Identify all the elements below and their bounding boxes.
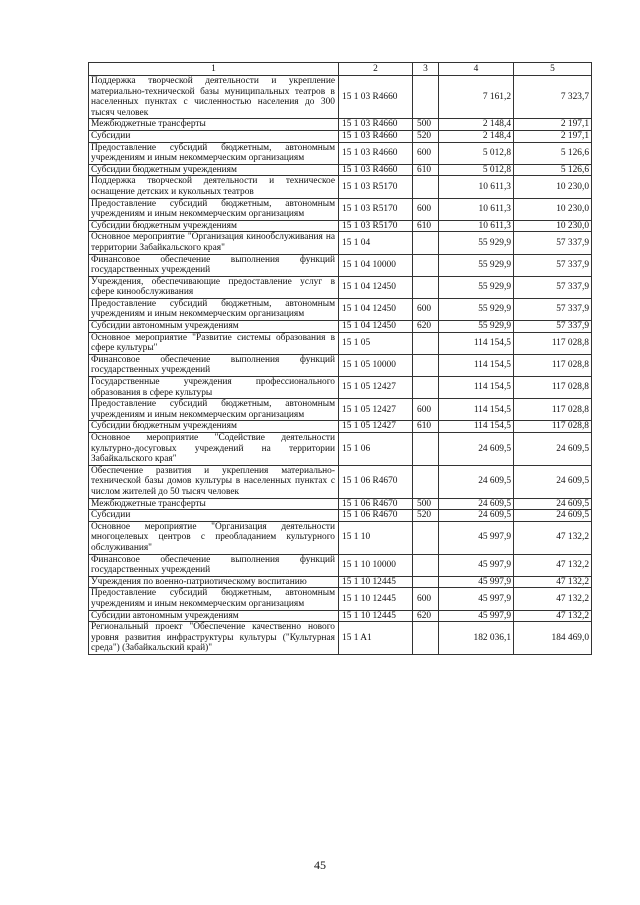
row-code-cell: 15 1 A1 <box>339 622 413 655</box>
row-type-cell: 620 <box>413 321 439 333</box>
row-amount-1-cell: 10 611,3 <box>439 176 514 198</box>
row-amount-2-cell: 47 132,2 <box>514 588 592 610</box>
table-row <box>89 421 592 433</box>
table-row <box>89 622 592 655</box>
row-type-cell: 610 <box>413 164 439 176</box>
row-type-cell: 600 <box>413 198 439 220</box>
row-amount-2-cell: 117 028,8 <box>514 377 592 399</box>
row-amount-1-cell: 114 154,5 <box>439 354 514 376</box>
row-code-cell: 15 1 03 R4660 <box>339 130 413 142</box>
row-type-cell: 520 <box>413 130 439 142</box>
row-amount-2-cell: 117 028,8 <box>514 354 592 376</box>
row-name-cell: Учреждения, обеспечивающие предоставление услуг в сфере кинообслуживания <box>89 276 339 298</box>
table-row <box>89 554 592 576</box>
row-type-cell: 520 <box>413 510 439 522</box>
row-type-cell: 500 <box>413 498 439 510</box>
row-amount-2-cell: 47 132,2 <box>514 576 592 588</box>
row-code-cell: 15 1 10 12445 <box>339 576 413 588</box>
row-amount-2-cell: 57 337,9 <box>514 298 592 320</box>
row-name-cell: Финансовое обеспечение выполнения функций государственных учреждений <box>89 554 339 576</box>
table-row <box>89 130 592 142</box>
row-amount-2-cell: 117 028,8 <box>514 332 592 354</box>
row-type-cell: 620 <box>413 610 439 622</box>
row-name-cell: Региональный проект "Обеспечение качественно нового уровня развития инфраструктуры культуры ("Культурная среда") (Забайкальский край)" <box>89 622 339 655</box>
row-name-cell: Государственные учреждения профессионального образования в сфере культуры <box>89 377 339 399</box>
table-row <box>89 433 592 466</box>
table-row <box>89 164 592 176</box>
row-code-cell: 15 1 04 10000 <box>339 254 413 276</box>
row-name-cell: Основное мероприятие "Развитие системы образования в сфере культуры" <box>89 332 339 354</box>
row-name-cell: Субсидии бюджетным учреждениям <box>89 421 339 433</box>
row-type-cell: 610 <box>413 220 439 232</box>
header-cell-type: 3 <box>413 63 439 76</box>
row-amount-1-cell: 114 154,5 <box>439 421 514 433</box>
row-name-cell: Субсидии <box>89 130 339 142</box>
row-name-cell: Поддержка творческой деятельности и техническое оснащение детских и кукольных театров <box>89 176 339 198</box>
row-type-cell <box>413 377 439 399</box>
table-row <box>89 254 592 276</box>
row-amount-1-cell: 45 997,9 <box>439 588 514 610</box>
header-cell-code: 2 <box>339 63 413 76</box>
table-row <box>89 465 592 498</box>
row-type-cell <box>413 232 439 254</box>
row-amount-1-cell: 7 161,2 <box>439 76 514 119</box>
row-amount-2-cell: 5 126,6 <box>514 164 592 176</box>
table-row <box>89 399 592 421</box>
row-amount-1-cell: 5 012,8 <box>439 142 514 164</box>
row-type-cell: 600 <box>413 399 439 421</box>
row-name-cell: Субсидии автономным учреждениям <box>89 610 339 622</box>
row-amount-2-cell: 47 132,2 <box>514 521 592 554</box>
row-amount-1-cell: 182 036,1 <box>439 622 514 655</box>
row-name-cell: Учреждения по военно-патриотическому воспитанию <box>89 576 339 588</box>
row-amount-2-cell: 2 197,1 <box>514 119 592 131</box>
row-amount-1-cell: 45 997,9 <box>439 576 514 588</box>
row-amount-2-cell: 57 337,9 <box>514 321 592 333</box>
header-row <box>89 63 592 76</box>
row-amount-2-cell: 24 609,5 <box>514 465 592 498</box>
row-code-cell: 15 1 06 R4670 <box>339 465 413 498</box>
row-name-cell: Финансовое обеспечение выполнения функций государственных учреждений <box>89 354 339 376</box>
row-name-cell: Межбюджетные трансферты <box>89 119 339 131</box>
row-name-cell: Межбюджетные трансферты <box>89 498 339 510</box>
table-row <box>89 276 592 298</box>
header-cell-name: 1 <box>89 63 339 76</box>
row-amount-2-cell: 57 337,9 <box>514 232 592 254</box>
row-amount-2-cell: 24 609,5 <box>514 498 592 510</box>
row-name-cell: Субсидии автономным учреждениям <box>89 321 339 333</box>
row-type-cell <box>413 465 439 498</box>
table-row <box>89 321 592 333</box>
row-type-cell: 600 <box>413 588 439 610</box>
budget-table <box>88 62 592 655</box>
row-amount-2-cell: 47 132,2 <box>514 554 592 576</box>
row-amount-2-cell: 2 197,1 <box>514 130 592 142</box>
row-amount-2-cell: 10 230,0 <box>514 198 592 220</box>
row-name-cell: Основное мероприятие "Организация кинообслуживания на территории Забайкальского края" <box>89 232 339 254</box>
table-row <box>89 498 592 510</box>
row-code-cell: 15 1 05 12427 <box>339 421 413 433</box>
table-row <box>89 142 592 164</box>
row-name-cell: Субсидии бюджетным учреждениям <box>89 220 339 232</box>
row-name-cell: Основное мероприятие "Содействие деятельности культурно-досуговых учреждений на территории Забайкальского края" <box>89 433 339 466</box>
table-body <box>89 76 592 655</box>
row-amount-2-cell: 184 469,0 <box>514 622 592 655</box>
row-name-cell: Предоставление субсидий бюджетным, автономным учреждениям и иным некоммерческим организациям <box>89 198 339 220</box>
row-amount-2-cell: 24 609,5 <box>514 510 592 522</box>
row-code-cell: 15 1 10 <box>339 521 413 554</box>
row-amount-1-cell: 10 611,3 <box>439 198 514 220</box>
page-number: 45 <box>314 858 326 872</box>
row-type-cell <box>413 254 439 276</box>
row-type-cell: 600 <box>413 298 439 320</box>
row-code-cell: 15 1 06 R4670 <box>339 510 413 522</box>
row-type-cell <box>413 521 439 554</box>
row-type-cell <box>413 76 439 119</box>
row-name-cell: Субсидии <box>89 510 339 522</box>
table-row <box>89 510 592 522</box>
row-type-cell: 610 <box>413 421 439 433</box>
row-type-cell <box>413 433 439 466</box>
row-code-cell: 15 1 04 <box>339 232 413 254</box>
row-amount-2-cell: 117 028,8 <box>514 399 592 421</box>
row-amount-2-cell: 24 609,5 <box>514 433 592 466</box>
row-code-cell: 15 1 10 12445 <box>339 588 413 610</box>
row-code-cell: 15 1 06 <box>339 433 413 466</box>
row-code-cell: 15 1 03 R5170 <box>339 220 413 232</box>
row-amount-1-cell: 24 609,5 <box>439 433 514 466</box>
table-row <box>89 176 592 198</box>
row-code-cell: 15 1 04 12450 <box>339 321 413 333</box>
table-row <box>89 588 592 610</box>
table-row <box>89 220 592 232</box>
row-name-cell: Предоставление субсидий бюджетным, автономным учреждениям и иным некоммерческим организациям <box>89 298 339 320</box>
table-row <box>89 610 592 622</box>
table-row <box>89 298 592 320</box>
row-name-cell: Финансовое обеспечение выполнения функций государственных учреждений <box>89 254 339 276</box>
row-type-cell <box>413 332 439 354</box>
row-amount-2-cell: 10 230,0 <box>514 220 592 232</box>
row-type-cell <box>413 176 439 198</box>
header-cell-amount-1: 4 <box>439 63 514 76</box>
row-type-cell <box>413 354 439 376</box>
row-amount-1-cell: 2 148,4 <box>439 119 514 131</box>
row-code-cell: 15 1 05 10000 <box>339 354 413 376</box>
row-code-cell: 15 1 05 12427 <box>339 399 413 421</box>
row-amount-2-cell: 7 323,7 <box>514 76 592 119</box>
row-type-cell <box>413 576 439 588</box>
row-type-cell <box>413 554 439 576</box>
table-row <box>89 232 592 254</box>
row-name-cell: Обеспечение развития и укрепления материально-технической базы домов культуры в населенных пунктах с числом жителей до 50 тысяч человек <box>89 465 339 498</box>
row-code-cell: 15 1 03 R5170 <box>339 198 413 220</box>
row-amount-1-cell: 55 929,9 <box>439 321 514 333</box>
row-code-cell: 15 1 10 12445 <box>339 610 413 622</box>
row-code-cell: 15 1 03 R5170 <box>339 176 413 198</box>
row-code-cell: 15 1 04 12450 <box>339 298 413 320</box>
row-name-cell: Субсидии бюджетным учреждениям <box>89 164 339 176</box>
row-code-cell: 15 1 03 R4660 <box>339 142 413 164</box>
row-code-cell: 15 1 03 R4660 <box>339 76 413 119</box>
row-amount-1-cell: 114 154,5 <box>439 377 514 399</box>
row-amount-1-cell: 55 929,9 <box>439 232 514 254</box>
table-row <box>89 119 592 131</box>
row-code-cell: 15 1 10 10000 <box>339 554 413 576</box>
row-name-cell: Предоставление субсидий бюджетным, автономным учреждениям и иным некоммерческим организациям <box>89 588 339 610</box>
row-amount-1-cell: 55 929,9 <box>439 298 514 320</box>
row-name-cell: Поддержка творческой деятельности и укрепление материально-технической базы муниципальных театров в населенных пунктах с численностью населения до 300 тысяч человек <box>89 76 339 119</box>
row-type-cell <box>413 276 439 298</box>
row-code-cell: 15 1 03 R4660 <box>339 164 413 176</box>
row-amount-1-cell: 114 154,5 <box>439 332 514 354</box>
row-name-cell: Предоставление субсидий бюджетным, автономным учреждениям и иным некоммерческим организациям <box>89 142 339 164</box>
row-amount-2-cell: 5 126,6 <box>514 142 592 164</box>
budget-table-container <box>88 62 591 655</box>
row-amount-1-cell: 55 929,9 <box>439 254 514 276</box>
table-row <box>89 354 592 376</box>
table-row <box>89 198 592 220</box>
row-amount-1-cell: 45 997,9 <box>439 610 514 622</box>
row-amount-1-cell: 24 609,5 <box>439 498 514 510</box>
row-amount-1-cell: 2 148,4 <box>439 130 514 142</box>
row-name-cell: Предоставление субсидий бюджетным, автономным учреждениям и иным некоммерческим организациям <box>89 399 339 421</box>
table-row <box>89 377 592 399</box>
row-amount-1-cell: 5 012,8 <box>439 164 514 176</box>
row-amount-2-cell: 10 230,0 <box>514 176 592 198</box>
row-code-cell: 15 1 06 R4670 <box>339 498 413 510</box>
header-cell-amount-2: 5 <box>514 63 592 76</box>
row-amount-1-cell: 24 609,5 <box>439 510 514 522</box>
table-row <box>89 521 592 554</box>
row-amount-1-cell: 45 997,9 <box>439 521 514 554</box>
row-amount-2-cell: 57 337,9 <box>514 254 592 276</box>
row-amount-2-cell: 47 132,2 <box>514 610 592 622</box>
row-type-cell <box>413 622 439 655</box>
row-code-cell: 15 1 05 <box>339 332 413 354</box>
row-amount-2-cell: 57 337,9 <box>514 276 592 298</box>
row-amount-1-cell: 55 929,9 <box>439 276 514 298</box>
row-amount-1-cell: 45 997,9 <box>439 554 514 576</box>
row-type-cell: 600 <box>413 142 439 164</box>
row-code-cell: 15 1 04 12450 <box>339 276 413 298</box>
row-name-cell: Основное мероприятие "Организация деятельности многоцелевых центров с преобладанием культурного обслуживания" <box>89 521 339 554</box>
row-amount-1-cell: 24 609,5 <box>439 465 514 498</box>
row-code-cell: 15 1 03 R4660 <box>339 119 413 131</box>
row-amount-1-cell: 114 154,5 <box>439 399 514 421</box>
row-amount-2-cell: 117 028,8 <box>514 421 592 433</box>
row-amount-1-cell: 10 611,3 <box>439 220 514 232</box>
table-row <box>89 332 592 354</box>
table-row <box>89 576 592 588</box>
row-code-cell: 15 1 05 12427 <box>339 377 413 399</box>
table-row <box>89 76 592 119</box>
row-type-cell: 500 <box>413 119 439 131</box>
